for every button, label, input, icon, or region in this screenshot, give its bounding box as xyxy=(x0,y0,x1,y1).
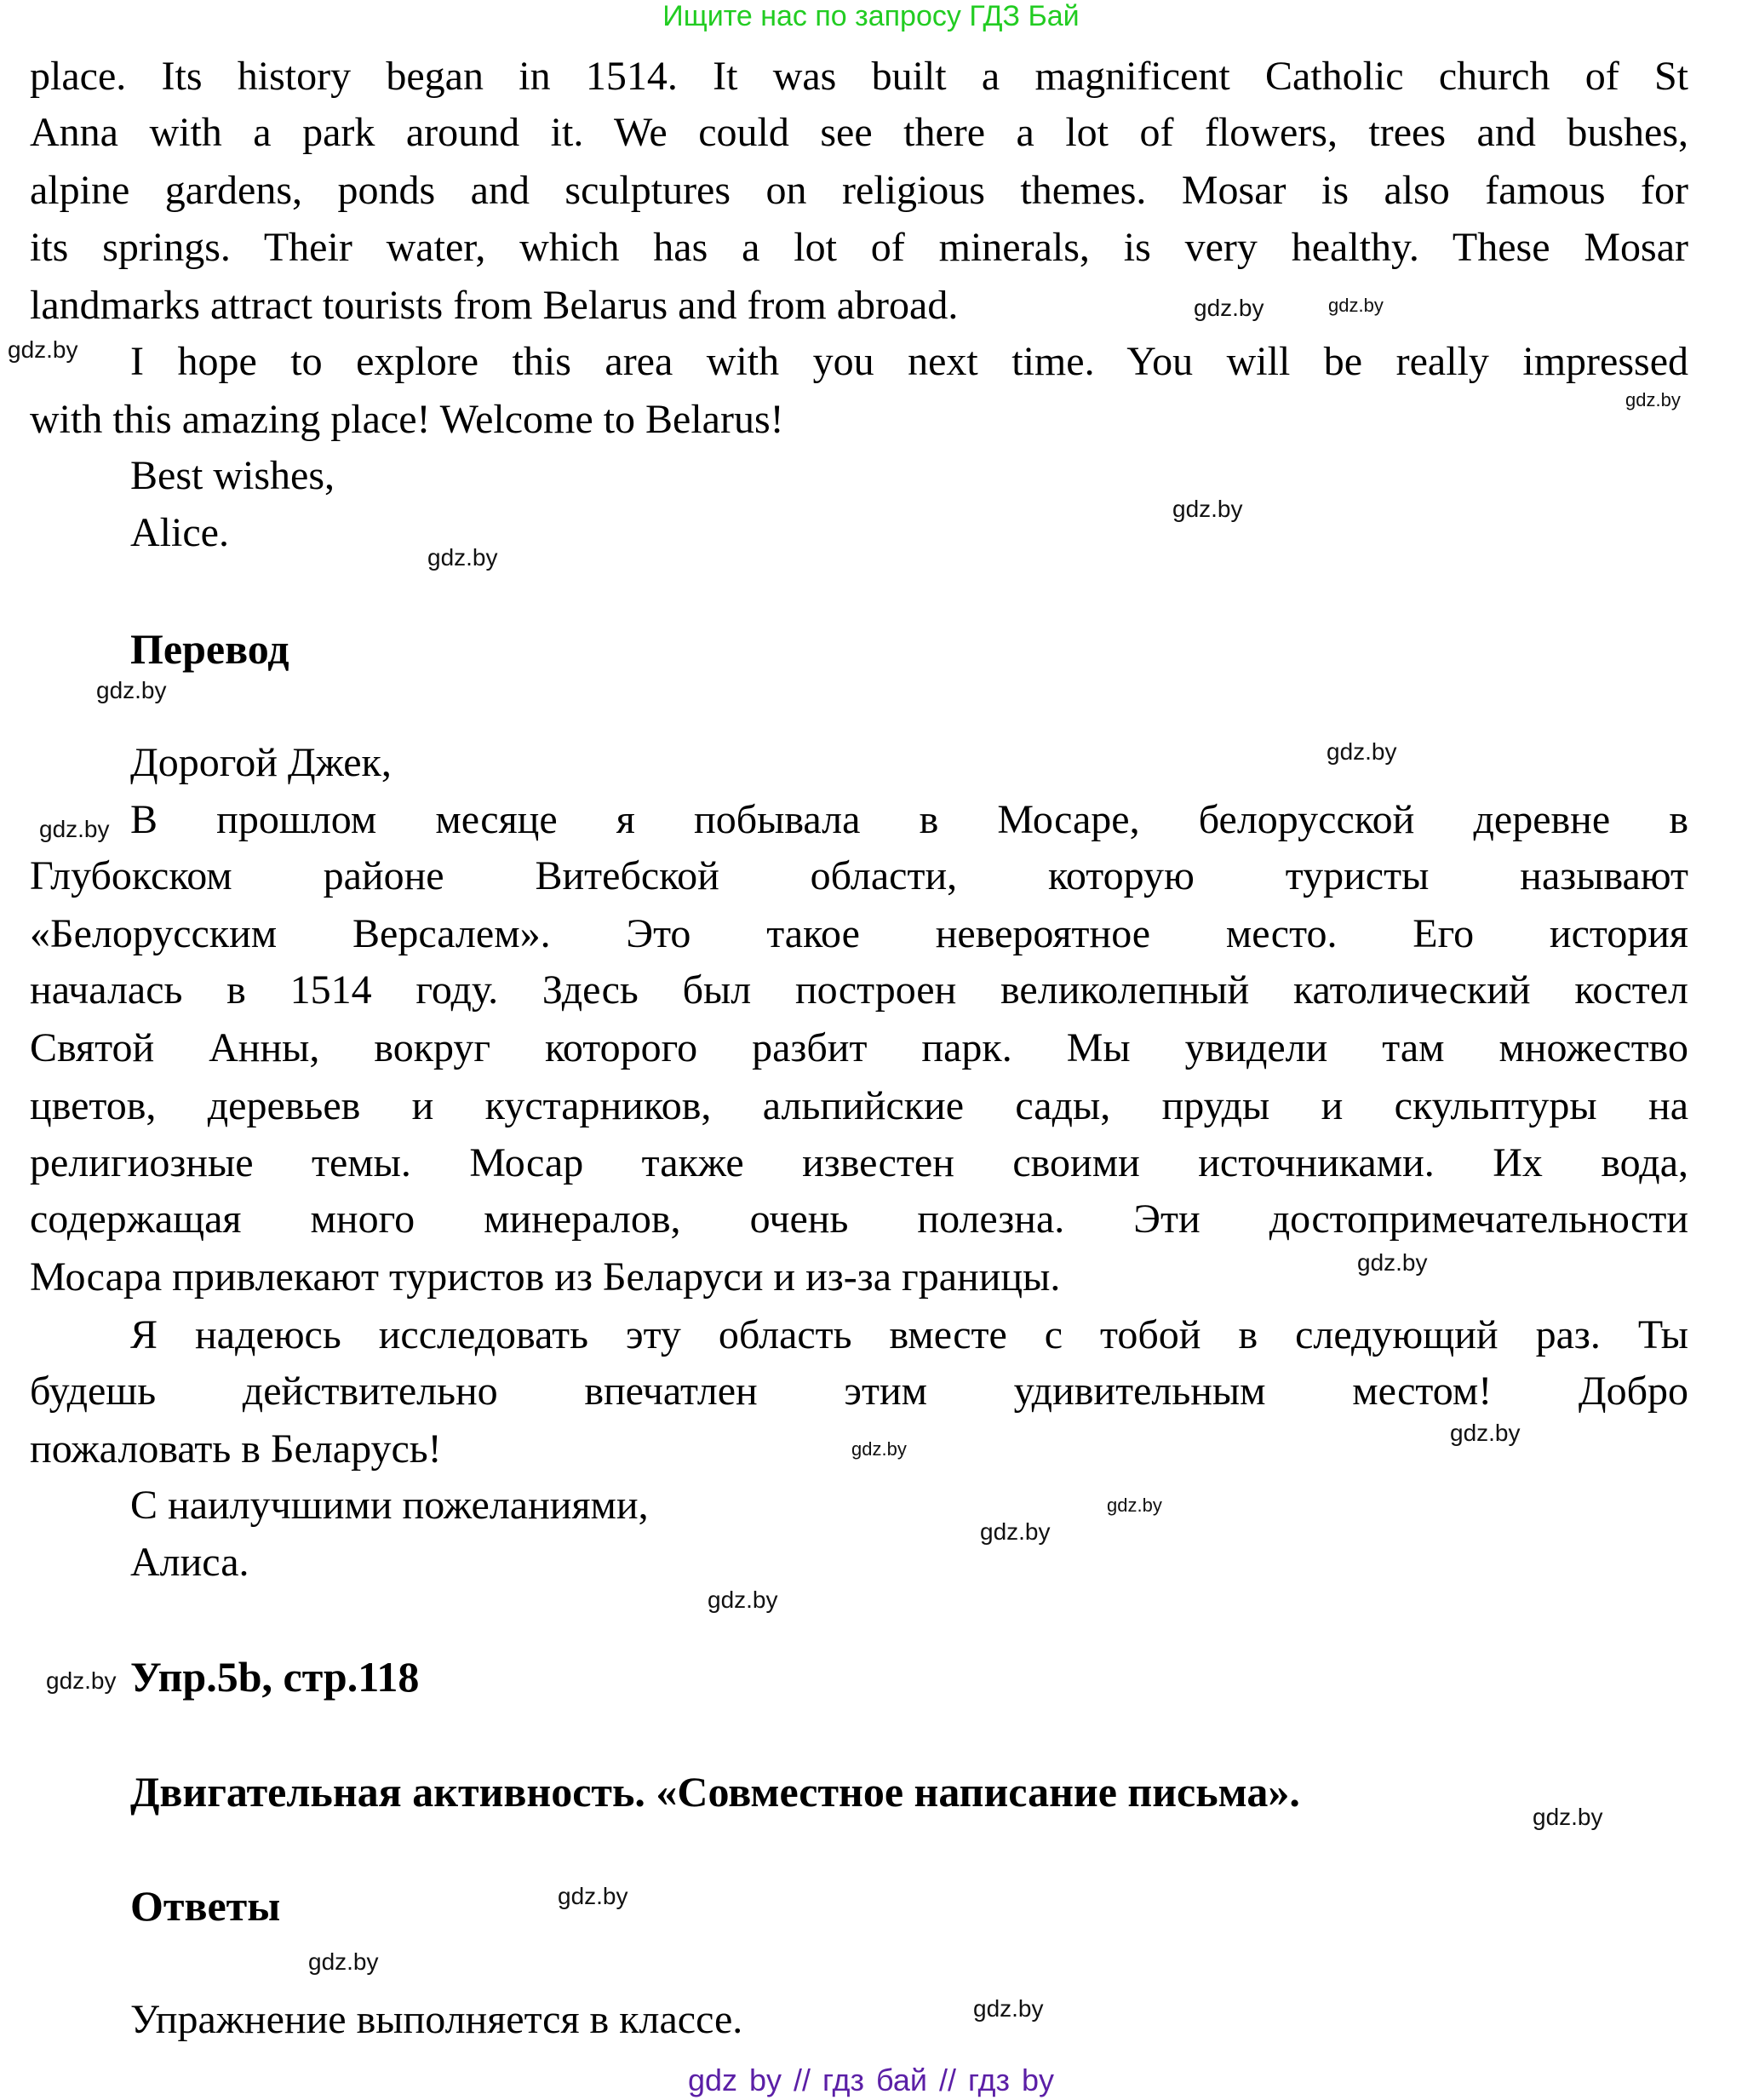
watermark-gdz: gdz.by xyxy=(46,1667,117,1694)
watermark-gdz: gdz.by xyxy=(1328,295,1384,316)
watermark-gdz: gdz.by xyxy=(1194,295,1264,321)
letter-greeting: Дорогой Джек, xyxy=(130,740,392,785)
text-line: В прошлом месяце я побывала в Мосаре, белорусской деревне в xyxy=(130,797,1688,842)
section-heading-answers: Ответы xyxy=(130,1882,281,1930)
activity-heading: Двигательная активность. «Совместное написание письма». xyxy=(130,1768,1300,1816)
watermark-gdz: gdz.by xyxy=(980,1518,1051,1545)
search-hint-banner: Ищите нас по запросу ГДЗ Бай xyxy=(662,0,1080,32)
watermark-gdz: gdz.by xyxy=(1450,1420,1521,1446)
section-heading-translation: Перевод xyxy=(130,625,289,673)
text-line: place. Its history began in 1514. It was built a magnificent Catholic church of St xyxy=(30,54,1688,99)
text-line: будешь действительно впечатлен этим удивительным местом! Добро xyxy=(30,1368,1688,1414)
text-line: landmarks attract tourists from Belarus and from abroad. xyxy=(30,283,959,328)
watermark-gdz: gdz.by xyxy=(708,1586,778,1613)
watermark-gdz: gdz.by xyxy=(8,336,78,363)
text-line: Святой Анны, вокруг которого разбит парк. Мы увидели там множество xyxy=(30,1025,1688,1070)
text-line: Anna with a park around it. We could see there a lot of flowers, trees and bushes, xyxy=(30,110,1688,155)
site-footer-links[interactable]: gdz by // гдз бай // гдз by xyxy=(687,2063,1055,2097)
text-line: its springs. Their water, which has a lot of minerals, is very healthy. These Mosar xyxy=(30,225,1688,270)
letter-closing: Best wishes, xyxy=(130,453,335,498)
text-line: пожаловать в Беларусь! xyxy=(30,1426,442,1472)
text-line: with this amazing place! Welcome to Belarus! xyxy=(30,397,784,442)
text-line: «Белорусским Версалем». Это такое невероятное место. Его история xyxy=(30,911,1688,956)
text-line: цветов, деревьев и кустарников, альпийские сады, пруды и скульптуры на xyxy=(30,1083,1688,1128)
watermark-gdz: gdz.by xyxy=(1357,1249,1428,1276)
watermark-gdz: gdz.by xyxy=(1533,1804,1603,1830)
text-line: религиозные темы. Мосар также известен своими источниками. Их вода, xyxy=(30,1140,1688,1185)
watermark-gdz: gdz.by xyxy=(427,544,498,571)
letter-signature: Alice. xyxy=(130,510,229,555)
watermark-gdz: gdz.by xyxy=(96,677,167,703)
watermark-gdz: gdz.by xyxy=(1327,738,1397,765)
watermark-gdz: gdz.by xyxy=(1107,1495,1162,1516)
text-line: Глубокском районе Витебской области, которую туристы называют xyxy=(30,853,1688,898)
text-line: alpine gardens, ponds and sculptures on religious themes. Mosar is also famous for xyxy=(30,168,1688,213)
text-line: Я надеюсь исследовать эту область вместе с тобой в следующий раз. Ты xyxy=(130,1312,1688,1357)
text-line: Мосара привлекают туристов из Беларуси и из-за границы. xyxy=(30,1254,1061,1300)
exercise-heading: Упр.5b, стр.118 xyxy=(130,1653,420,1701)
watermark-gdz: gdz.by xyxy=(1172,496,1243,522)
text-line: началась в 1514 году. Здесь был построен великолепный католический костел xyxy=(30,967,1688,1013)
watermark-gdz: gdz.by xyxy=(308,1948,379,1975)
letter-closing: С наилучшими пожеланиями, xyxy=(130,1483,649,1528)
watermark-gdz: gdz.by xyxy=(851,1438,907,1460)
watermark-gdz: gdz.by xyxy=(558,1883,628,1909)
text-line: Упражнение выполняется в классе. xyxy=(130,1997,743,2042)
watermark-gdz: gdz.by xyxy=(1625,389,1681,410)
letter-signature: Алиса. xyxy=(130,1540,249,1585)
text-line: I hope to explore this area with you next time. You will be really impressed xyxy=(130,339,1688,384)
watermark-gdz: gdz.by xyxy=(39,816,110,842)
text-line: содержащая много минералов, очень полезна. Эти достопримечательности xyxy=(30,1196,1688,1242)
watermark-gdz: gdz.by xyxy=(973,1995,1044,2022)
